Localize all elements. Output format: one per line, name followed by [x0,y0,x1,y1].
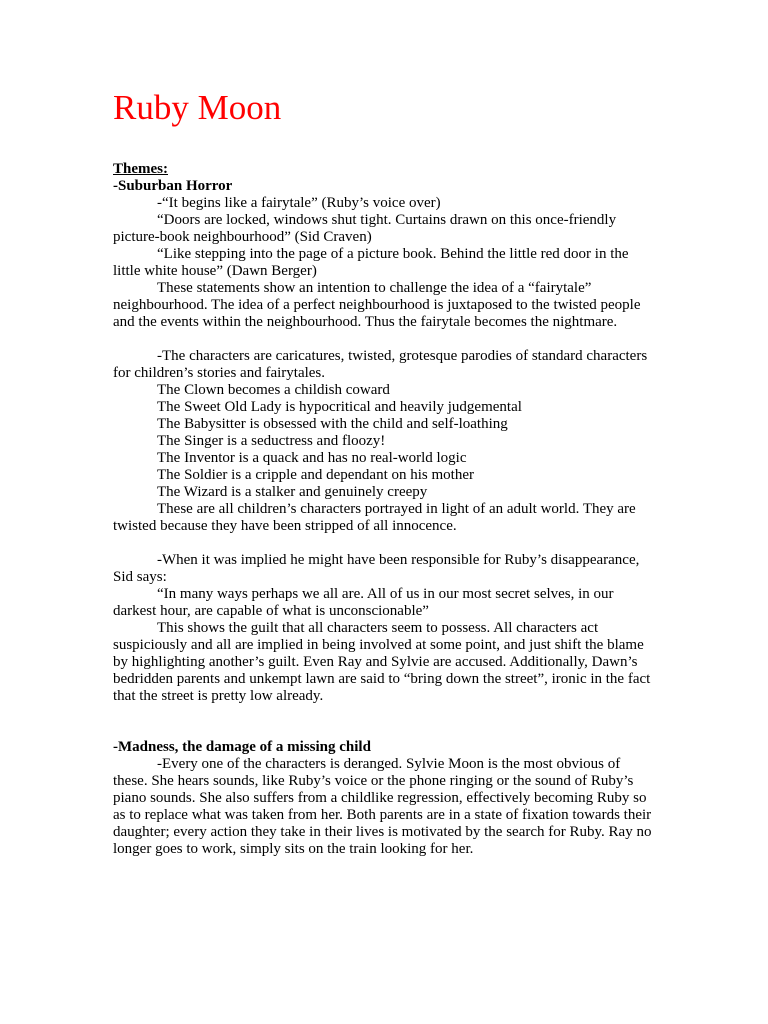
paragraph: “In many ways perhaps we all are. All of us in our most secret selves, in our darkest hour, are capable of what is unconscionable” [113,586,614,619]
paragraph: -“It begins like a fairytale” (Ruby’s voice over) [157,195,441,211]
blank-line [113,705,654,722]
document-body [113,161,654,858]
section-heading: Themes: [113,161,168,177]
paragraph: The Inventor is a quack and has no real-world logic [157,450,467,466]
document-title: Ruby Moon [113,88,282,127]
section-heading: -Suburban Horror [113,178,233,194]
paragraph: The Babysitter is obsessed with the child and self-loathing [157,416,508,432]
paragraph: The Singer is a seductress and floozy! [157,433,386,449]
paragraph: The Clown becomes a childish coward [157,382,390,398]
paragraph: The Sweet Old Lady is hypocritical and heavily judgemental [157,399,522,415]
paragraph: “Doors are locked, windows shut tight. Curtains drawn on this once-friendly picture-book neighbourhood” (Sid Craven) [113,212,617,245]
paragraph: The Wizard is a stalker and genuinely creepy [157,484,428,500]
paragraph: “Like stepping into the page of a picture book. Behind the little red door in the little white house” (Dawn Berger) [113,246,629,279]
paragraph: The Soldier is a cripple and dependant on his mother [157,467,474,483]
paragraph: This shows the guilt that all characters seem to possess. All characters act suspiciously and all are implied in being involved at some point, and just shift the blame by highlighting another’s guilt. Even Ray and Sylvie are accused. Additionally, Dawn’s bedridden parents and unkempt lawn are said to “bring down the street”, ironic in the fact that the street is pretty low already. [113,620,651,704]
paragraph: These are all children’s characters portrayed in light of an adult world. They are twisted because they have been stripped of all innocence. [113,501,636,534]
blank-line [113,722,654,739]
paragraph: -Every one of the characters is deranged. Sylvie Moon is the most obvious of these. She hears sounds, like Ruby’s voice or the phone ringing or the sound of Ruby’s piano sounds. She also suffers from a childlike regression, effectively becoming Ruby so as to replace what was taken from her. Both parents are in a state of fixation towards their daughter; every action they take in their lives is motivated by the search for Ruby. Ray no longer goes to work, simply sits on the train looking for her. [113,756,652,857]
paragraph: These statements show an intention to challenge the idea of a “fairytale” neighbourhood. The idea of a perfect neighbourhood is juxtaposed to the twisted people and the events within the neighbourhood. Thus the fairytale becomes the nightmare. [113,280,641,330]
section-heading: -Madness, the damage of a missing child [113,739,371,755]
paragraph: -When it was implied he might have been responsible for Ruby’s disappearance, Sid says: [113,552,640,585]
blank-line [113,535,654,552]
blank-line [113,331,654,348]
paragraph: -The characters are caricatures, twisted, grotesque parodies of standard characters for children’s stories and fairytales. [113,348,648,381]
